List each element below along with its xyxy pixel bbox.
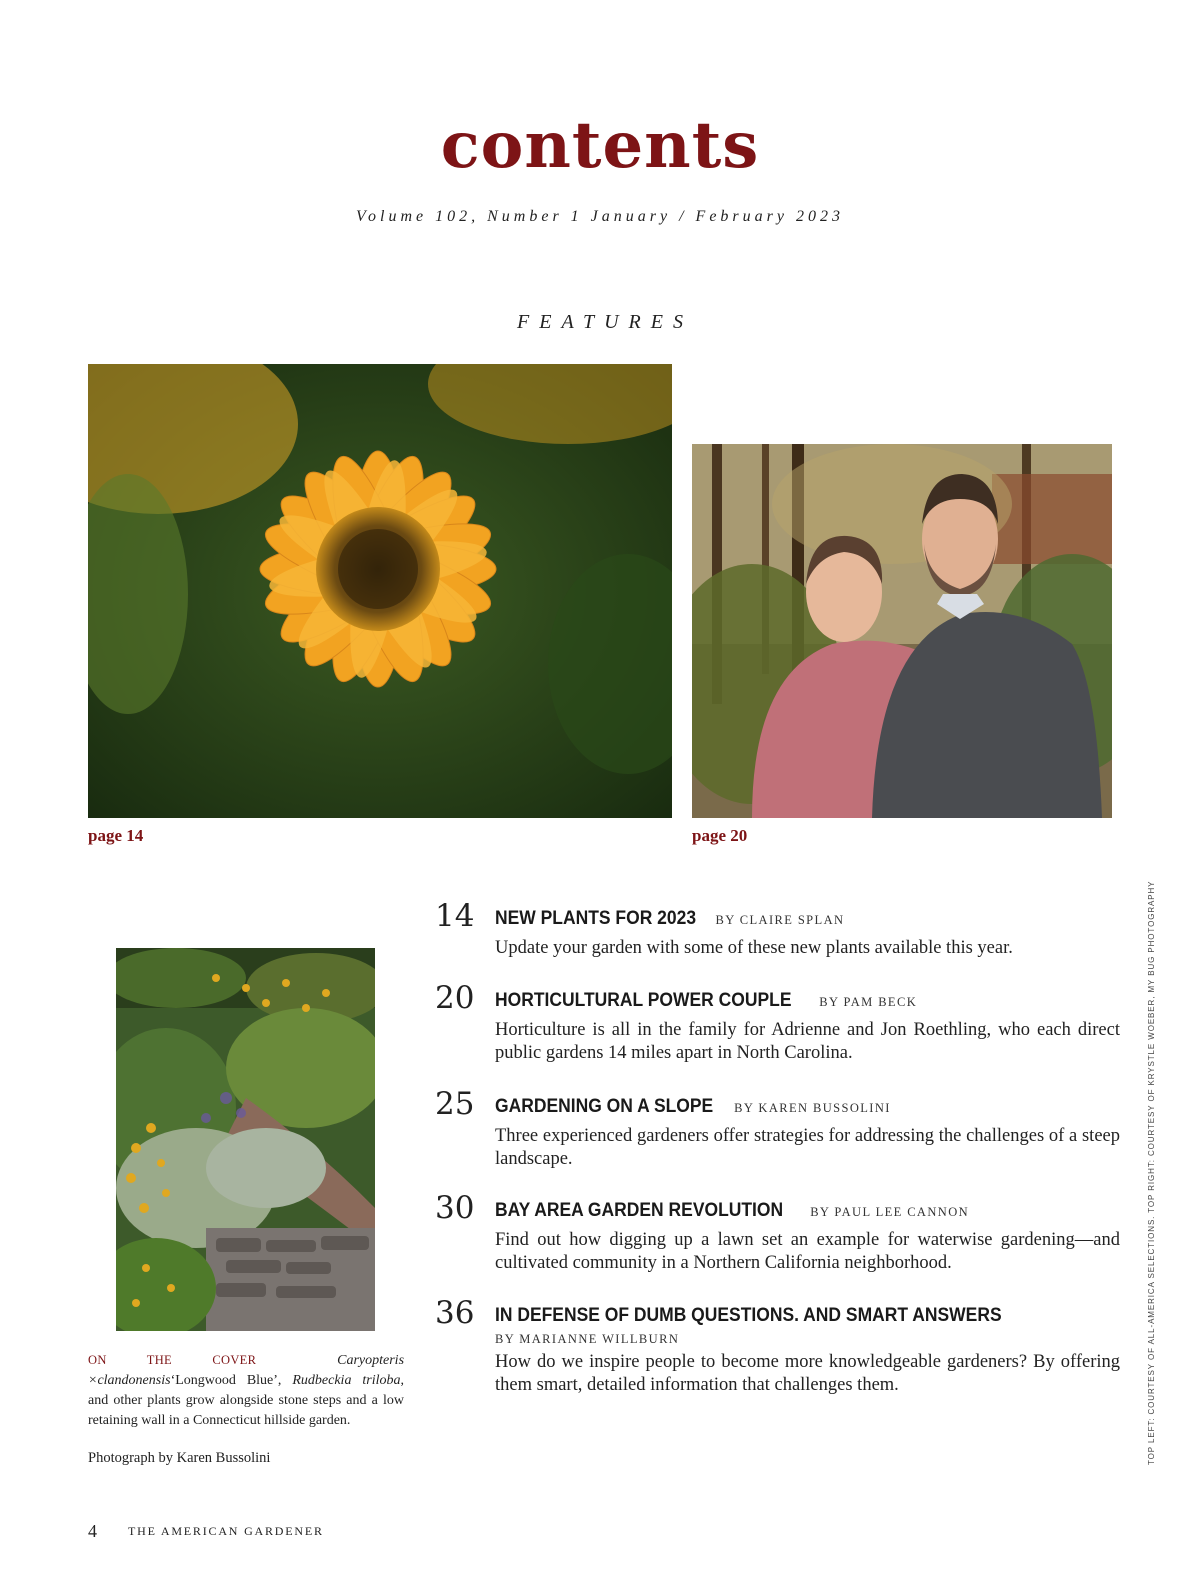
toc-page-number: 20 (435, 980, 475, 1016)
toc-page-number: 25 (435, 1086, 475, 1122)
footer-page-number: 4 (88, 1521, 97, 1541)
cover-cultivar: ‘Longwood Blue’, (170, 1373, 293, 1388)
issue-volume-line: Volume 102, Number 1 January / February 2023 (356, 208, 844, 225)
toc-description: How do we inspire people to become more knowledgeable gardeners? By offering them smart, detailed information that challenges them. (495, 1352, 1120, 1395)
cover-plant-1: Caryopteris ×clandonensis (88, 1353, 405, 1388)
cover-caption-rest: , and other plants grow alongside stone steps and a low retaining wall in a Connecticut hillside garden. (88, 1373, 404, 1428)
page-ref-14: page 14 (88, 826, 144, 845)
toc-entry-bay-area[interactable] (435, 1190, 1120, 1275)
flower-photo (88, 364, 672, 818)
toc-byline: BY PAUL LEE CANNON (810, 1205, 970, 1219)
toc-entry-power-couple[interactable] (435, 980, 1120, 1065)
toc-title: GARDENING ON A SLOPE (495, 1096, 714, 1117)
toc-title: BAY AREA GARDEN REVOLUTION (495, 1200, 784, 1221)
toc-entry-slope[interactable] (435, 1086, 1120, 1171)
toc-page-number: 36 (435, 1295, 475, 1331)
toc-title: HORTICULTURAL POWER COUPLE (495, 990, 792, 1011)
cover-label: ON THE COVER (88, 1353, 257, 1367)
toc-byline: BY MARIANNE WILLBURN (495, 1332, 680, 1346)
toc-description: Find out how digging up a lawn set an example for waterwise gardening—and cultivated community in a Northern California neighborhood. (495, 1230, 1120, 1273)
toc-entry-new-plants[interactable] (435, 898, 1120, 960)
couple-photo (692, 444, 1112, 818)
photo-credit: Photograph by Karen Bussolini (88, 1450, 271, 1466)
page-ref-20: page 20 (692, 826, 748, 845)
toc-description: Three experienced gardeners offer strategies for addressing the challenges of a steep landscape. (495, 1126, 1120, 1169)
footer-publication: THE AMERICAN GARDENER (128, 1524, 324, 1538)
toc-page-number: 30 (435, 1190, 475, 1226)
toc-byline: BY KAREN BUSSOLINI (734, 1101, 891, 1115)
toc-page-number: 14 (435, 898, 475, 934)
image-credits: TOP LEFT: COURTESY OF ALL-AMERICA SELECTIONS. TOP RIGHT: COURTESY OF KRYSTLE WOEBER, MY BUG PHOTOGRAPHY (1147, 880, 1156, 1465)
toc-entry-dumb-questions[interactable] (435, 1295, 1120, 1397)
cover-caption (88, 1350, 404, 1431)
toc-description: Update your garden with some of these new plants available this year. (495, 938, 1013, 958)
toc-description: Horticulture is all in the family for Adrienne and Jon Roethling, who each direct public gardens 14 miles apart in North Carolina. (495, 1020, 1120, 1063)
toc-title: IN DEFENSE OF DUMB QUESTIONS. AND SMART ANSWERS (495, 1305, 1002, 1326)
cover-photo (116, 948, 375, 1331)
toc-title: NEW PLANTS FOR 2023 (495, 908, 697, 929)
page-title: contents (440, 108, 760, 183)
section-heading-features: FEATURES (517, 311, 693, 333)
toc-byline: BY PAM BECK (819, 995, 918, 1009)
cover-plant-2: Rudbeckia triloba (292, 1373, 401, 1388)
toc-byline: BY CLAIRE SPLAN (715, 913, 845, 927)
